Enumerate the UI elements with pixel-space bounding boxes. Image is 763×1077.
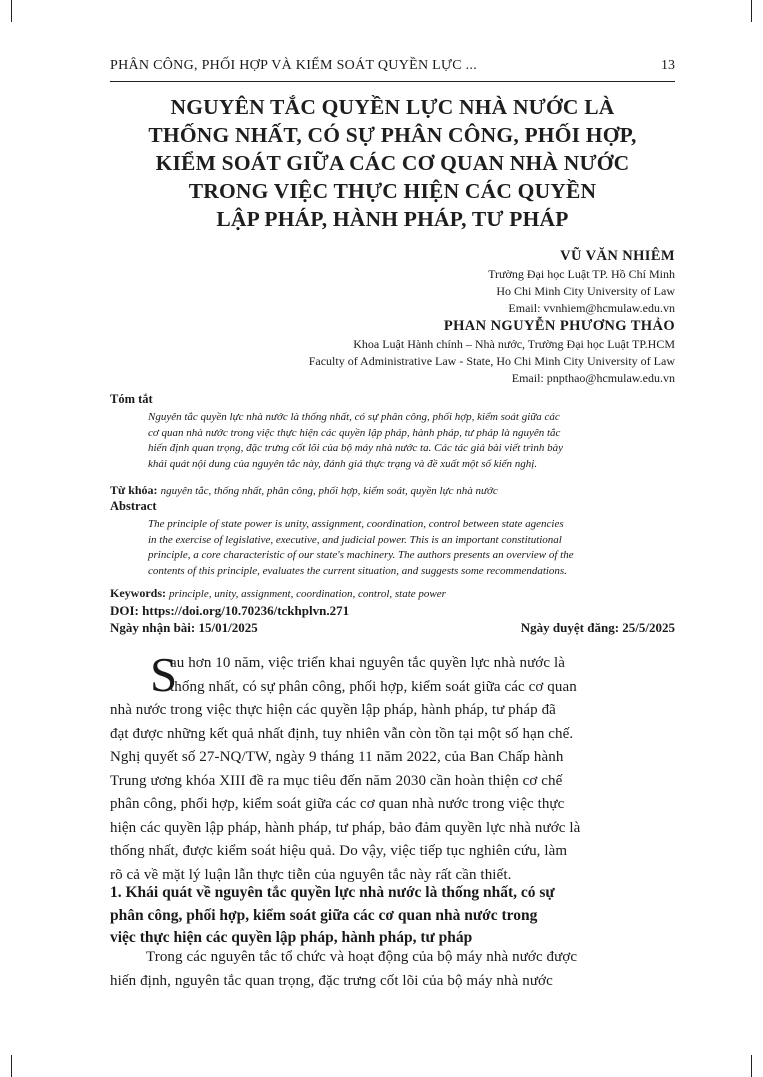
title-line: TRONG VIỆC THỰC HIỆN CÁC QUYỀN [188, 179, 597, 203]
paragraph-line: thống nhất, được kiểm soát hiệu quả. Do vậy, việc tiếp tục nghiên cứu, làm [110, 843, 568, 859]
running-header [110, 58, 675, 78]
paragraph-line: Nghị quyết số 27-NQ/TW, ngày 9 tháng 11 năm 2022, của Ban Chấp hành [110, 749, 564, 765]
keywords-vi-text: nguyên tắc, thống nhất, phân công, phối hợp, kiểm soát, quyền lực nhà nước [160, 485, 498, 497]
title-line: THỐNG NHẤT, CÓ SỰ PHÂN CÔNG, PHỐI HỢP, [148, 123, 637, 147]
paragraph-line: Trong các nguyên tắc tổ chức và hoạt động của bộ máy nhà nước được [146, 949, 578, 965]
header-rule [110, 81, 675, 82]
doi-text[interactable]: DOI: https://doi.org/10.70236/tckhplvn.271 [110, 603, 350, 618]
paragraph-line: đạt được những kết quả nhất định, tuy nhiên vẫn còn tồn tại một số hạn chế. [110, 725, 574, 742]
paragraph-line: au hơn 10 năm, việc triển khai nguyên tắc quyền lực nhà nước là [170, 655, 565, 671]
abstract-line: hiến định quan trọng, đặc trưng cốt lõi của bộ máy nhà nước ta. Các tác giả bài viết trình bày [148, 442, 564, 455]
section-heading-1 [110, 882, 675, 950]
title-line: NGUYÊN TẮC QUYỀN LỰC NHÀ NƯỚC LÀ [170, 95, 615, 119]
article-title [110, 93, 675, 233]
keywords-en-label: Keywords: [110, 586, 166, 600]
abstract-line: Nguyên tắc quyền lực nhà nước là thống nhất, có sự phân công, phối hợp, kiểm soát giữa các [148, 411, 560, 423]
paragraph-line: hiện các quyền lập pháp, hành pháp, tư pháp, bảo đảm quyền lực nhà nước là [110, 819, 581, 836]
author-block-1 [110, 246, 675, 317]
paragraph-line: phân công, phối hợp, kiểm soát giữa các cơ quan nhà nước trong việc thực [110, 796, 565, 812]
section-heading-line: 1. Khái quát về nguyên tắc quyền lực nhà nước là thống nhất, có sự [110, 884, 555, 901]
article-dates [110, 620, 675, 636]
abstract-line: cơ quan nhà nước trong việc thực hiện các quyền lập pháp, hành pháp, tư pháp là nguyên tắc [148, 426, 561, 439]
paragraph-line: nhà nước trong việc thực hiện các quyền lập pháp, hành pháp, tư pháp đã [110, 702, 556, 718]
accepted-date: Ngày duyệt đăng: 25/5/2025 [520, 620, 675, 635]
running-title: PHÂN CÔNG, PHỐI HỢP VÀ KIỂM SOÁT QUYỀN LỰC ... [110, 58, 478, 73]
abstract-line: khái quát nội dung của nguyên tắc này, đánh giá thực trạng và đề xuất một số kiến nghị. [148, 457, 538, 470]
section-heading-line: phân công, phối hợp, kiểm soát giữa các cơ quan nhà nước trong [110, 906, 538, 924]
keywords-en [110, 586, 675, 601]
crop-mark-bottom-right [751, 1055, 752, 1077]
author-affiliation-vi: Khoa Luật Hành chính – Nhà nước, Trường Đại học Luật TP.HCM [353, 337, 675, 351]
author-name: PHAN NGUYỄN PHƯƠNG THẢO [443, 318, 675, 334]
paragraph-line: Trung ương khóa XIII đề ra mục tiêu đến năm 2030 cần hoàn thiện cơ chế [110, 772, 563, 789]
title-line: KIỂM SOÁT GIỮA CÁC CƠ QUAN NHÀ NƯỚC [155, 151, 630, 175]
section-heading-line: việc thực hiện các quyền lập pháp, hành pháp, tư pháp [110, 929, 473, 946]
paragraph-line: thống nhất, có sự phân công, phối hợp, kiểm soát giữa các cơ quan [170, 678, 577, 695]
author-affiliation-en: Ho Chi Minh City University of Law [496, 284, 675, 298]
crop-mark-top-right [751, 0, 752, 22]
abstract-line: principle, a core characteristic of our state's machinery. The authors presents an overview of the [148, 549, 574, 562]
abstract-en-heading: Abstract [110, 499, 157, 513]
author-email: Email: vvnhiem@hcmulaw.edu.vn [508, 301, 675, 315]
paragraph-line: rõ cả về mặt lý luận lẫn thực tiễn của nguyên tắc này rất cần thiết. [110, 866, 512, 883]
author-email: Email: pnpthao@hcmulaw.edu.vn [511, 371, 675, 385]
keywords-vi [110, 483, 675, 498]
intro-paragraph [110, 647, 675, 887]
author-affiliation-vi: Trường Đại học Luật TP. Hồ Chí Minh [488, 267, 675, 281]
crop-mark-bottom-left [11, 1055, 12, 1077]
crop-mark-top-left [11, 0, 12, 22]
paragraph-line: hiến định, nguyên tắc quan trọng, đặc trưng cốt lõi của bộ máy nhà nước [110, 972, 553, 989]
author-block-2 [110, 316, 675, 387]
author-name: VŨ VĂN NHIÊM [560, 248, 675, 264]
abstract-line: in the exercise of legislative, executive, and judicial power. This is an important constitutional [148, 533, 562, 546]
keywords-vi-label: Từ khóa: [110, 483, 158, 497]
keywords-en-text: principle, unity, assignment, coordination, control, state power [169, 588, 446, 600]
doi [110, 603, 675, 619]
abstract-line: The principle of state power is unity, assignment, coordination, control between state agencies [148, 518, 564, 530]
abstract-en-body [148, 517, 675, 579]
page-number: 13 [661, 58, 675, 73]
abstract-vi-heading: Tóm tắt [110, 392, 153, 406]
abstract-line: contents of this principle, evaluates the current situation, and suggests some recommendations. [148, 564, 567, 577]
received-date: Ngày nhận bài: 15/01/2025 [110, 620, 258, 635]
section-1-paragraph [110, 946, 675, 993]
drop-cap: S [150, 647, 178, 702]
abstract-vi-body [148, 410, 675, 472]
author-affiliation-en: Faculty of Administrative Law - State, Ho Chi Minh City University of Law [308, 354, 675, 368]
title-line: LẬP PHÁP, HÀNH PHÁP, TƯ PHÁP [216, 207, 569, 231]
